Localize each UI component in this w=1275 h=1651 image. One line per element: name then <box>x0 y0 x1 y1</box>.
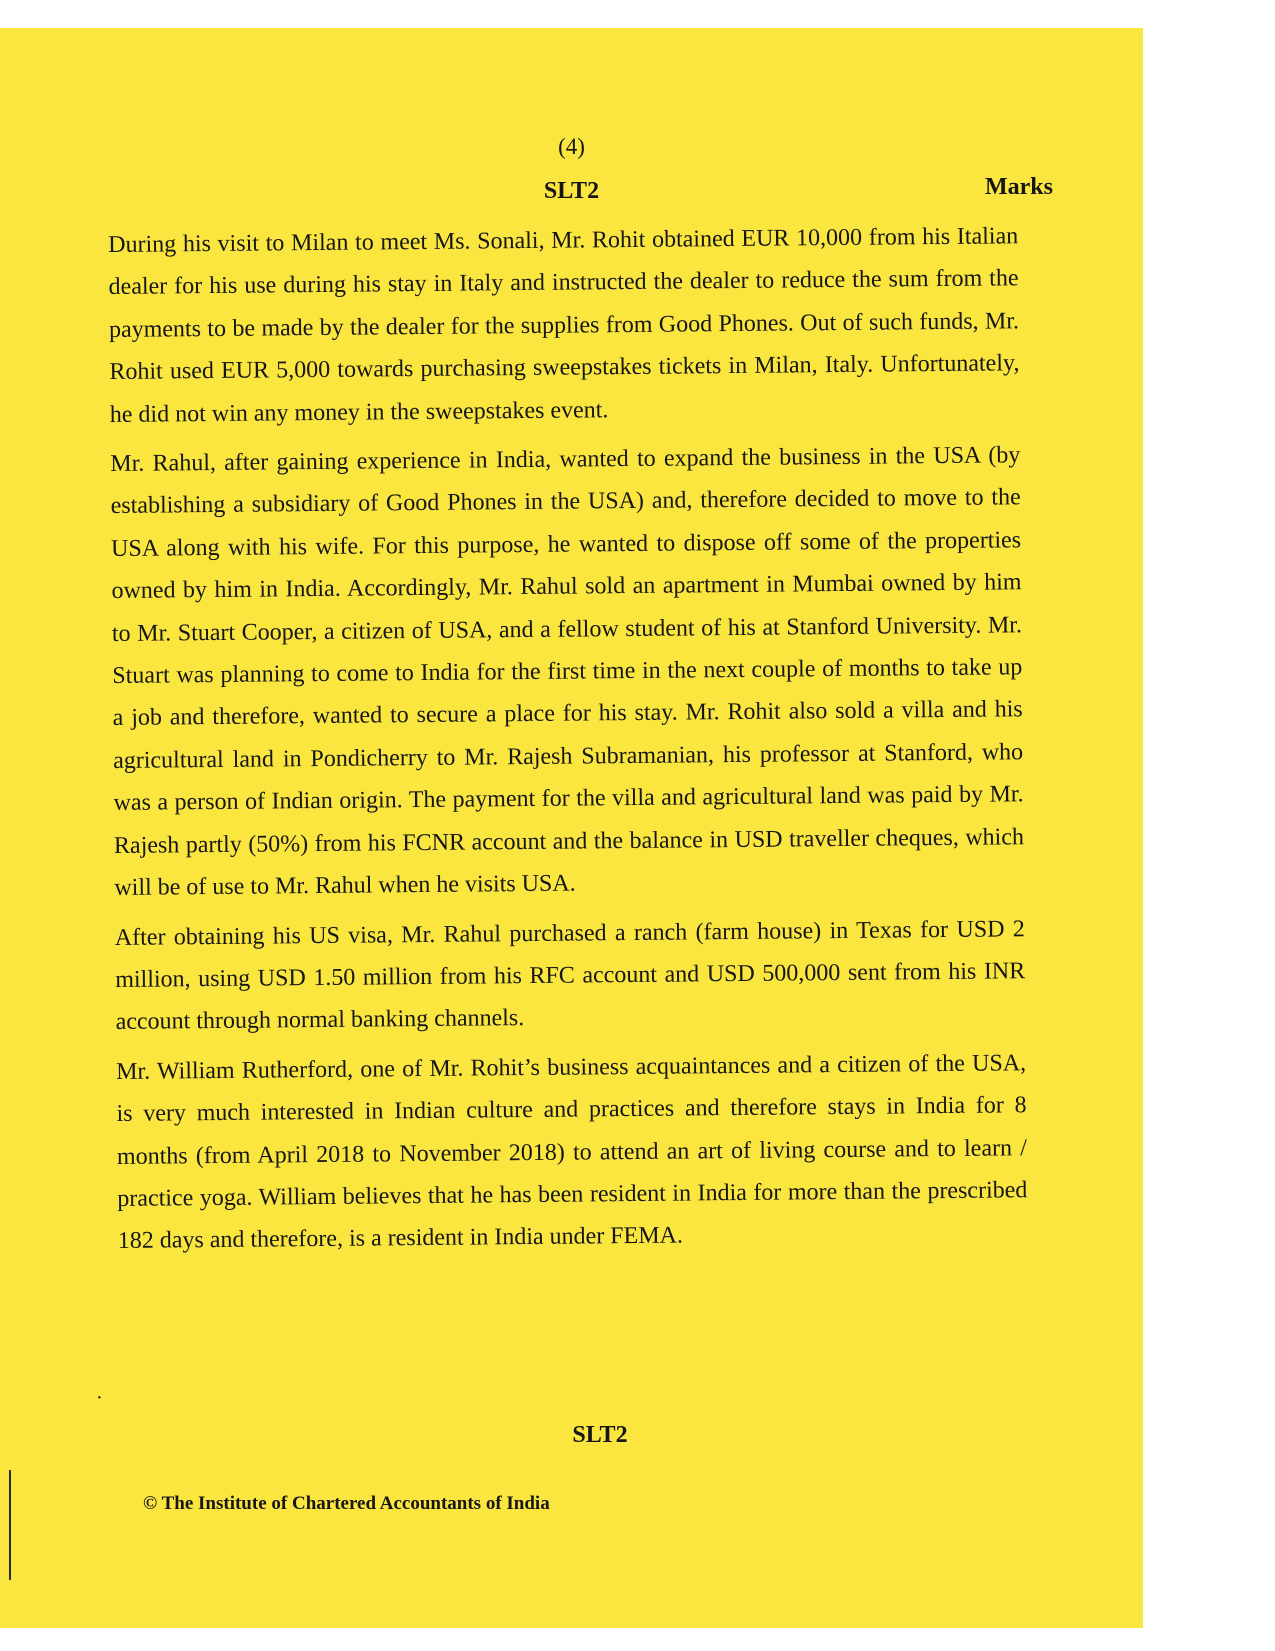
paragraph-rahul-property-sale: Mr. Rahul, after gaining experience in India, wanted to expand the business in the USA (by establishing a subsidiary of Good Phones in the USA) and, therefore decided to move to the USA along with his wife. For this purpose, he wanted to dispose off some of the properties owned by him in India. Accordingly, Mr. Rahul sold an apartment in Mumbai owned by him to Mr. Stuart Cooper, a citizen of USA, and a fellow student of his at Stanford University. Mr. Stuart was planning to come to India for the first time in the next couple of months to take up a job and therefore, wanted to secure a place for his stay. Mr. Rohit also sold a villa and his agricultural land in Pondicherry to Mr. Rajesh Subramanian, his professor at Stanford, who was a person of Indian origin. The payment for the villa and agricultural land was paid by Mr. Rajesh partly (50%) from his FCNR account and the balance in USD traveller cheques, which will be of use to Mr. Rahul when he visits USA. <box>110 442 1025 902</box>
scan-edge-line <box>9 1470 11 1580</box>
paragraph-texas-ranch: After obtaining his US visa, Mr. Rahul purchased a ranch (farm house) in Texas for USD 2 million, using USD 1.50 million from his RFC account and USD 500,000 sent from his INR account through normal banking channels. <box>114 915 1026 1036</box>
margin-dot: · <box>96 1387 103 1409</box>
paper-code-header: SLT2 <box>543 178 600 204</box>
page-number: (4) <box>558 134 585 159</box>
question-text <box>108 215 1028 1269</box>
paragraph-william-residency: Mr. William Rutherford, one of Mr. Rohit’s business acquaintances and a citizen of the USA, is very much interested in Indian culture and practices and therefore stays in India for 8 months (from April 2018 to November 2018) to attend an art of living course and to learn / practice yoga. William believes that he has been resident in India for more than the prescribed 182 days and therefore, is a resident in India under FEMA. <box>116 1049 1028 1255</box>
paragraph-milan-visit: During his visit to Milan to meet Ms. Sonali, Mr. Rohit obtained EUR 10,000 from his Italian dealer for his use during his stay in Italy and instructed the dealer to reduce the sum from the payments to be made by the dealer for the supplies from Good Phones. Out of such funds, Mr. Rohit used EUR 5,000 towards purchasing sweepstakes tickets in Milan, Italy. Unfortunately, he did not win any money in the sweepstakes event. <box>108 223 1020 428</box>
copyright-notice: © The Institute of Chartered Accountants of India <box>143 1493 550 1514</box>
paper-code-footer: SLT2 <box>572 1422 628 1448</box>
marks-column-heading: Marks <box>985 174 1053 200</box>
